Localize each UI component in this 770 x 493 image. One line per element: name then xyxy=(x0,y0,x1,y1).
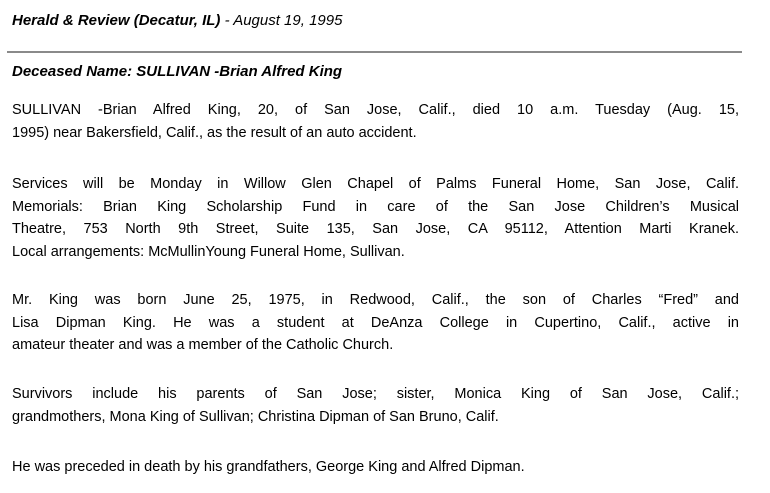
paragraph-line: Services will be Monday in Willow Glen Chapel of Palms Funeral Home, San Jose, Calif. xyxy=(12,176,739,192)
paragraph-line: SULLIVAN -Brian Alfred King, 20, of San Jose, Calif., died 10 a.m. Tuesday (Aug. 15, xyxy=(12,102,739,118)
paragraph-line: Survivors include his parents of San Jose; sister, Monica King of San Jose, Calif.; xyxy=(12,386,739,402)
obituary-paragraph-4 xyxy=(12,383,739,428)
paragraph-line: 1995) near Bakersfield, Calif., as the result of an auto accident. xyxy=(12,124,417,141)
paragraph-line: Lisa Dipman King. He was a student at DeAnza College in Cupertino, Calif., active in xyxy=(12,314,739,331)
paragraph-line: Memorials: Brian King Scholarship Fund in care of the San Jose Children’s Musical xyxy=(12,198,739,215)
publication-date: August 19, 1995 xyxy=(233,12,343,29)
obituary-paragraph-5 xyxy=(12,456,739,479)
publication-header xyxy=(12,12,342,29)
paragraph-line: grandmothers, Mona King of Sullivan; Christina Dipman of San Bruno, Calif. xyxy=(12,408,499,425)
deceased-name: Deceased Name: SULLIVAN -Brian Alfred King xyxy=(12,63,343,80)
publication-source: Herald & Review (Decatur, IL) xyxy=(12,12,221,29)
paragraph-line: amateur theater and was a member of the Catholic Church. xyxy=(12,337,394,353)
paragraph-line: He was preceded in death by his grandfathers, George King and Alfred Dipman. xyxy=(12,459,525,475)
paragraph-line: Local arrangements: McMullinYoung Funeral Home, Sullivan. xyxy=(12,243,405,260)
obituary-paragraph-3 xyxy=(12,289,739,357)
paragraph-line: Theatre, 753 North 9th Street, Suite 135, San Jose, CA 95112, Attention Marti Kranek. xyxy=(12,221,739,237)
header-divider xyxy=(7,51,742,53)
obituary-paragraph-1 xyxy=(12,99,739,144)
header-separator: - xyxy=(220,12,234,29)
obituary-paragraph-2 xyxy=(12,173,739,263)
paragraph-line: Mr. King was born June 25, 1975, in Redwood, Calif., the son of Charles “Fred” and xyxy=(12,292,739,308)
